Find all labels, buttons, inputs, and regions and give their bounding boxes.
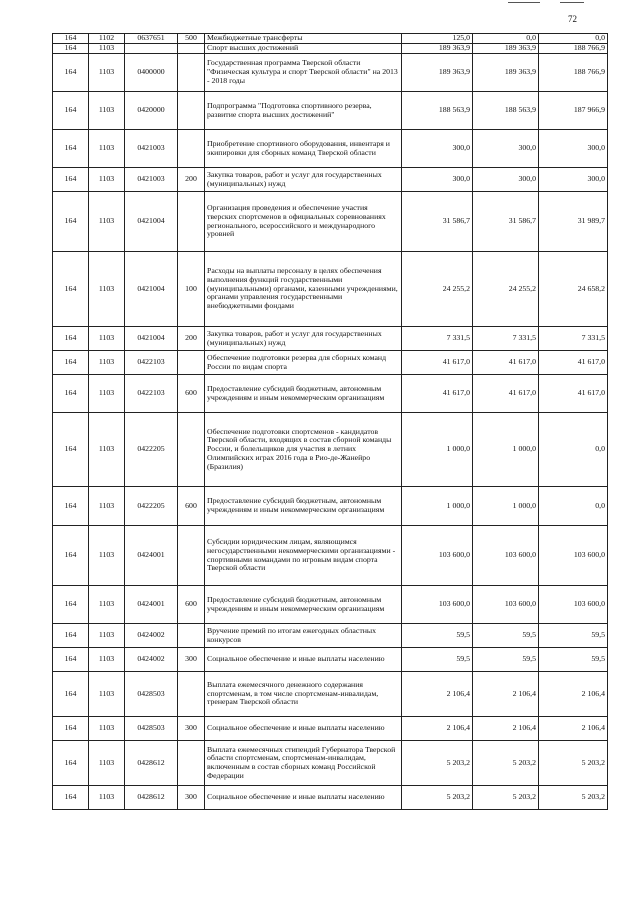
- cell-amount-2: 5 203,2: [473, 741, 539, 786]
- cell-name: Государственная программа Тверской области "Физическая культура и спорт Тверской области" на 2013 - 2018 годы: [205, 54, 402, 92]
- table-row: [53, 252, 608, 327]
- cell-amount-3: 2 106,4: [539, 717, 608, 741]
- table-row: [53, 168, 608, 192]
- cell-amount-2: 2 106,4: [473, 672, 539, 717]
- cell-name: Спорт высших достижений: [205, 44, 402, 54]
- cell-department: 164: [53, 168, 89, 192]
- cell-amount-1: 300,0: [402, 130, 473, 168]
- cell-expense-type: 600: [178, 487, 205, 526]
- cell-amount-3: 300,0: [539, 130, 608, 168]
- cell-department: 164: [53, 648, 89, 672]
- table-row: [53, 648, 608, 672]
- page-number: 72: [568, 14, 577, 24]
- cell-section: 1103: [89, 327, 125, 351]
- cell-amount-1: 31 586,7: [402, 192, 473, 252]
- cell-department: 164: [53, 130, 89, 168]
- cell-amount-1: 59,5: [402, 624, 473, 648]
- table-row: [53, 413, 608, 487]
- cell-amount-2: 103 600,0: [473, 586, 539, 624]
- cell-expense-type: 600: [178, 375, 205, 413]
- cell-amount-1: 7 331,5: [402, 327, 473, 351]
- cell-target-article: 0424002: [125, 648, 178, 672]
- cell-amount-1: 189 363,9: [402, 54, 473, 92]
- cell-expense-type: [178, 526, 205, 586]
- cell-amount-3: 59,5: [539, 648, 608, 672]
- cell-expense-type: 600: [178, 586, 205, 624]
- cell-expense-type: [178, 413, 205, 487]
- table-row: [53, 44, 608, 54]
- cell-target-article: 0637651: [125, 34, 178, 44]
- cell-name: Предоставление субсидий бюджетным, автономным учреждениям и иным некоммерческим организациям: [205, 487, 402, 526]
- cell-amount-2: 59,5: [473, 648, 539, 672]
- cell-amount-1: 5 203,2: [402, 741, 473, 786]
- cell-department: 164: [53, 624, 89, 648]
- cell-amount-1: 59,5: [402, 648, 473, 672]
- cell-target-article: [125, 44, 178, 54]
- cell-name: Выплата ежемесячных стипендий Губернатора Тверской области спортсменам, спортсменам-инвалидам, включенным в состав сборных команд Российской Федерации: [205, 741, 402, 786]
- cell-name: Межбюджетные трансферты: [205, 34, 402, 44]
- cell-department: 164: [53, 44, 89, 54]
- budget-table: [52, 33, 608, 810]
- cell-section: 1103: [89, 413, 125, 487]
- cell-expense-type: 300: [178, 786, 205, 810]
- cell-amount-1: 41 617,0: [402, 351, 473, 375]
- cell-section: 1103: [89, 192, 125, 252]
- cell-amount-3: 187 966,9: [539, 92, 608, 130]
- cell-amount-3: 103 600,0: [539, 526, 608, 586]
- header-rule-right: [560, 2, 584, 3]
- cell-name: Социальное обеспечение и иные выплаты населению: [205, 648, 402, 672]
- table-row: [53, 54, 608, 92]
- cell-expense-type: 300: [178, 648, 205, 672]
- cell-name: Социальное обеспечение и иные выплаты населению: [205, 786, 402, 810]
- cell-amount-1: 2 106,4: [402, 717, 473, 741]
- cell-section: 1103: [89, 672, 125, 717]
- cell-amount-2: 59,5: [473, 624, 539, 648]
- cell-expense-type: [178, 741, 205, 786]
- cell-amount-3: 0,0: [539, 413, 608, 487]
- cell-amount-1: 1 000,0: [402, 413, 473, 487]
- cell-amount-1: 125,0: [402, 34, 473, 44]
- cell-section: 1103: [89, 130, 125, 168]
- cell-amount-2: 189 363,9: [473, 44, 539, 54]
- cell-amount-2: 1 000,0: [473, 413, 539, 487]
- cell-amount-3: 0,0: [539, 34, 608, 44]
- cell-expense-type: [178, 192, 205, 252]
- cell-section: 1103: [89, 54, 125, 92]
- cell-section: 1102: [89, 34, 125, 44]
- cell-expense-type: [178, 54, 205, 92]
- cell-section: 1103: [89, 351, 125, 375]
- cell-section: 1103: [89, 624, 125, 648]
- cell-target-article: 0422205: [125, 487, 178, 526]
- cell-section: 1103: [89, 375, 125, 413]
- cell-section: 1103: [89, 44, 125, 54]
- cell-amount-1: 41 617,0: [402, 375, 473, 413]
- cell-amount-1: 103 600,0: [402, 526, 473, 586]
- cell-department: 164: [53, 672, 89, 717]
- table-row: [53, 487, 608, 526]
- cell-amount-1: 24 255,2: [402, 252, 473, 327]
- cell-target-article: 0421003: [125, 130, 178, 168]
- table-row: [53, 327, 608, 351]
- cell-expense-type: 200: [178, 168, 205, 192]
- table-row: [53, 717, 608, 741]
- cell-amount-3: 41 617,0: [539, 351, 608, 375]
- cell-target-article: 0422103: [125, 375, 178, 413]
- cell-name: Закупка товаров, работ и услуг для государственных (муниципальных) нужд: [205, 168, 402, 192]
- cell-name: Подпрограмма "Подготовка спортивного резерва, развитие спорта высших достижений": [205, 92, 402, 130]
- table-row: [53, 586, 608, 624]
- cell-expense-type: 300: [178, 717, 205, 741]
- cell-amount-2: 300,0: [473, 168, 539, 192]
- cell-expense-type: 200: [178, 327, 205, 351]
- cell-expense-type: [178, 624, 205, 648]
- cell-amount-3: 188 766,9: [539, 54, 608, 92]
- cell-name: Выплата ежемесячного денежного содержания спортсменам, в том числе спортсменам-инвалидам, тренерам Тверской области: [205, 672, 402, 717]
- cell-target-article: 0428612: [125, 741, 178, 786]
- cell-section: 1103: [89, 586, 125, 624]
- cell-target-article: 0428612: [125, 786, 178, 810]
- cell-name: Приобретение спортивного оборудования, инвентаря и экипировки для сборных команд Тверской области: [205, 130, 402, 168]
- cell-amount-3: 5 203,2: [539, 741, 608, 786]
- cell-amount-2: 189 363,9: [473, 54, 539, 92]
- cell-name: Предоставление субсидий бюджетным, автономным учреждениям и иным некоммерческим организациям: [205, 586, 402, 624]
- table-row: [53, 526, 608, 586]
- cell-section: 1103: [89, 786, 125, 810]
- cell-expense-type: [178, 44, 205, 54]
- cell-department: 164: [53, 92, 89, 130]
- cell-amount-3: 103 600,0: [539, 586, 608, 624]
- cell-target-article: 0421004: [125, 327, 178, 351]
- cell-expense-type: 100: [178, 252, 205, 327]
- cell-name: Обеспечение подготовки резерва для сборных команд России по видам спорта: [205, 351, 402, 375]
- cell-target-article: 0428503: [125, 717, 178, 741]
- cell-expense-type: [178, 672, 205, 717]
- cell-expense-type: [178, 351, 205, 375]
- cell-department: 164: [53, 375, 89, 413]
- cell-amount-3: 59,5: [539, 624, 608, 648]
- cell-target-article: 0421003: [125, 168, 178, 192]
- cell-target-article: 0422103: [125, 351, 178, 375]
- cell-department: 164: [53, 351, 89, 375]
- table-row: [53, 130, 608, 168]
- cell-amount-1: 189 363,9: [402, 44, 473, 54]
- cell-amount-2: 0,0: [473, 34, 539, 44]
- cell-amount-1: 103 600,0: [402, 586, 473, 624]
- cell-amount-2: 2 106,4: [473, 717, 539, 741]
- cell-section: 1103: [89, 487, 125, 526]
- cell-department: 164: [53, 586, 89, 624]
- cell-amount-1: 188 563,9: [402, 92, 473, 130]
- cell-amount-1: 5 203,2: [402, 786, 473, 810]
- cell-amount-3: 300,0: [539, 168, 608, 192]
- cell-name: Закупка товаров, работ и услуг для государственных (муниципальных) нужд: [205, 327, 402, 351]
- cell-target-article: 0428503: [125, 672, 178, 717]
- cell-department: 164: [53, 252, 89, 327]
- cell-target-article: 0400000: [125, 54, 178, 92]
- table-row: [53, 351, 608, 375]
- cell-department: 164: [53, 717, 89, 741]
- cell-amount-3: 31 989,7: [539, 192, 608, 252]
- cell-department: 164: [53, 192, 89, 252]
- cell-target-article: 0424001: [125, 526, 178, 586]
- cell-amount-2: 41 617,0: [473, 375, 539, 413]
- cell-target-article: 0421004: [125, 252, 178, 327]
- cell-section: 1103: [89, 92, 125, 130]
- cell-department: 164: [53, 741, 89, 786]
- cell-amount-2: 188 563,9: [473, 92, 539, 130]
- table-row: [53, 34, 608, 44]
- cell-department: 164: [53, 34, 89, 44]
- cell-name: Расходы на выплаты персоналу в целях обеспечения выполнения функций государственными (муниципальными) органами, казенными учреждениями, органами управления государственными внебюджетными фондами: [205, 252, 402, 327]
- cell-section: 1103: [89, 717, 125, 741]
- cell-amount-2: 24 255,2: [473, 252, 539, 327]
- cell-expense-type: [178, 130, 205, 168]
- cell-name: Социальное обеспечение и иные выплаты населению: [205, 717, 402, 741]
- cell-target-article: 0422205: [125, 413, 178, 487]
- cell-name: Вручение премий по итогам ежегодных областных конкурсов: [205, 624, 402, 648]
- cell-amount-3: 2 106,4: [539, 672, 608, 717]
- cell-section: 1103: [89, 648, 125, 672]
- cell-expense-type: [178, 92, 205, 130]
- cell-section: 1103: [89, 526, 125, 586]
- header-rule-left: [508, 2, 540, 3]
- cell-department: 164: [53, 526, 89, 586]
- cell-amount-2: 103 600,0: [473, 526, 539, 586]
- cell-section: 1103: [89, 252, 125, 327]
- table-row: [53, 741, 608, 786]
- cell-department: 164: [53, 54, 89, 92]
- table-row: [53, 192, 608, 252]
- cell-name: Обеспечение подготовки спортсменов - кандидатов Тверской области, входящих в состав сборной команды России, и болельщиков для участия в летних Олимпийских играх 2016 года в Рио-де-Жанейро (Бразилия): [205, 413, 402, 487]
- table-row: [53, 375, 608, 413]
- cell-amount-3: 5 203,2: [539, 786, 608, 810]
- cell-target-article: 0421004: [125, 192, 178, 252]
- table-row: [53, 624, 608, 648]
- cell-department: 164: [53, 487, 89, 526]
- cell-amount-2: 7 331,5: [473, 327, 539, 351]
- cell-amount-3: 24 658,2: [539, 252, 608, 327]
- cell-amount-3: 41 617,0: [539, 375, 608, 413]
- table-row: [53, 672, 608, 717]
- cell-name: Субсидии юридическим лицам, являющимся негосударственными некоммерческими организациями - спортивными командами по игровым видам спорта Тверской области: [205, 526, 402, 586]
- cell-target-article: 0424001: [125, 586, 178, 624]
- table-row: [53, 92, 608, 130]
- cell-amount-1: 300,0: [402, 168, 473, 192]
- cell-department: 164: [53, 413, 89, 487]
- cell-department: 164: [53, 327, 89, 351]
- cell-name: Предоставление субсидий бюджетным, автономным учреждениям и иным некоммерческим организациям: [205, 375, 402, 413]
- cell-amount-2: 1 000,0: [473, 487, 539, 526]
- cell-expense-type: 500: [178, 34, 205, 44]
- cell-amount-3: 0,0: [539, 487, 608, 526]
- cell-amount-2: 5 203,2: [473, 786, 539, 810]
- cell-department: 164: [53, 786, 89, 810]
- cell-target-article: 0420000: [125, 92, 178, 130]
- cell-name: Организация проведения и обеспечение участия тверских спортсменов в официальных соревнованиях регионального, всероссийского и международного уровней: [205, 192, 402, 252]
- table-row: [53, 786, 608, 810]
- cell-amount-2: 31 586,7: [473, 192, 539, 252]
- cell-amount-3: 7 331,5: [539, 327, 608, 351]
- cell-amount-2: 41 617,0: [473, 351, 539, 375]
- cell-amount-3: 188 766,9: [539, 44, 608, 54]
- cell-section: 1103: [89, 168, 125, 192]
- cell-amount-1: 1 000,0: [402, 487, 473, 526]
- cell-target-article: 0424002: [125, 624, 178, 648]
- budget-table-body: [53, 34, 608, 810]
- cell-amount-1: 2 106,4: [402, 672, 473, 717]
- cell-amount-2: 300,0: [473, 130, 539, 168]
- cell-section: 1103: [89, 741, 125, 786]
